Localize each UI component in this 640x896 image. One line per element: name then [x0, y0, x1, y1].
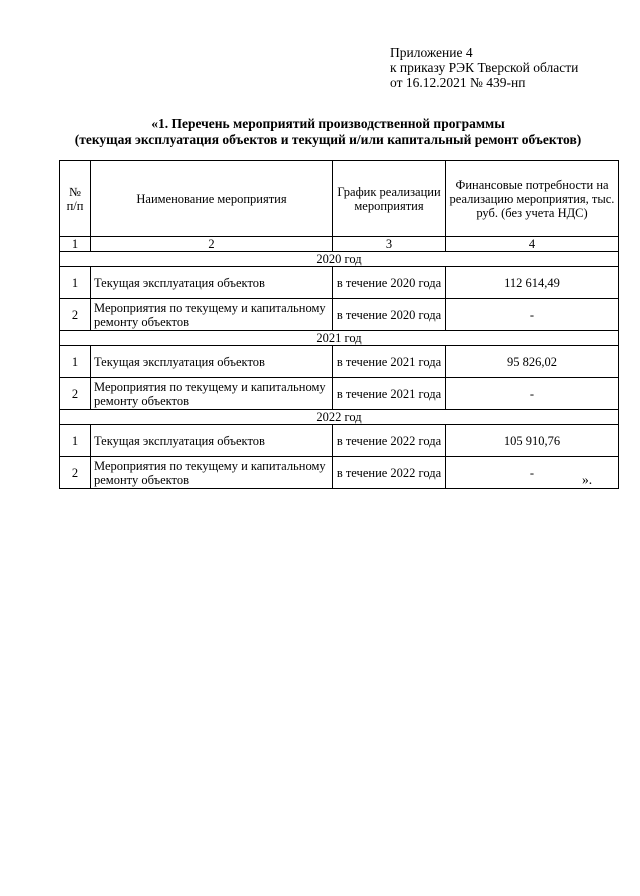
title-line-2: (текущая эксплуатация объектов и текущий и/или капитальный ремонт объектов) — [74, 132, 582, 147]
year-group-row — [60, 410, 619, 425]
measure-name: Текущая эксплуатация объектов — [91, 425, 333, 457]
year-group-row — [60, 331, 619, 346]
row-number: 2 — [60, 299, 91, 331]
column-number: 2 — [91, 237, 333, 252]
year-label: 2020 год — [60, 252, 619, 267]
measure-finance-value: 105 910,76 — [446, 425, 619, 457]
column-number: 3 — [333, 237, 446, 252]
table-row — [60, 346, 619, 378]
appendix-label: Приложение 4 — [390, 45, 473, 60]
row-number: 1 — [60, 346, 91, 378]
closing-quote: ». — [582, 472, 593, 487]
measure-finance-value: - — [446, 457, 619, 489]
measure-name: Текущая эксплуатация объектов — [91, 346, 333, 378]
table-row — [60, 425, 619, 457]
table-row — [60, 299, 619, 331]
header-name: Наименование мероприятия — [91, 161, 333, 237]
column-number: 1 — [60, 237, 91, 252]
table-header-row — [60, 161, 619, 237]
measure-name: Текущая эксплуатация объектов — [91, 267, 333, 299]
table-row — [60, 378, 619, 410]
measure-schedule: в течение 2021 года — [333, 378, 446, 410]
table-row — [60, 457, 619, 489]
measure-schedule: в течение 2022 года — [333, 425, 446, 457]
table-row — [60, 267, 619, 299]
column-number: 4 — [446, 237, 619, 252]
appendix-header — [390, 45, 578, 90]
appendix-order-ref: к приказу РЭК Тверской области — [390, 60, 579, 75]
measure-schedule: в течение 2021 года — [333, 346, 446, 378]
column-number-row — [60, 237, 619, 252]
header-schedule: График реализации мероприятия — [333, 161, 446, 237]
year-label: 2021 год — [60, 331, 619, 346]
measure-name: Мероприятия по текущему и капитальному ремонту объектов — [91, 299, 333, 331]
title-line-1: «1. Перечень мероприятий производственной программы — [151, 116, 505, 131]
measure-finance-value: 112 614,49 — [446, 267, 619, 299]
measure-finance-value: - — [446, 299, 619, 331]
year-group-row — [60, 252, 619, 267]
measure-finance-value: - — [446, 378, 619, 410]
row-number: 1 — [60, 425, 91, 457]
measure-name: Мероприятия по текущему и капитальному ремонту объектов — [91, 378, 333, 410]
measure-name: Мероприятия по текущему и капитальному ремонту объектов — [91, 457, 333, 489]
measures-table — [59, 160, 619, 489]
measure-schedule: в течение 2022 года — [333, 457, 446, 489]
document-title — [40, 116, 616, 148]
row-number: 1 — [60, 267, 91, 299]
row-number: 2 — [60, 378, 91, 410]
year-label: 2022 год — [60, 410, 619, 425]
header-num: № п/п — [60, 161, 91, 237]
header-finance: Финансовые потребности на реализацию мероприятия, тыс. руб. (без учета НДС) — [446, 161, 619, 237]
appendix-order-date: от 16.12.2021 № 439-нп — [390, 75, 526, 90]
measure-schedule: в течение 2020 года — [333, 299, 446, 331]
measure-schedule: в течение 2020 года — [333, 267, 446, 299]
row-number: 2 — [60, 457, 91, 489]
measure-finance-value: 95 826,02 — [446, 346, 619, 378]
